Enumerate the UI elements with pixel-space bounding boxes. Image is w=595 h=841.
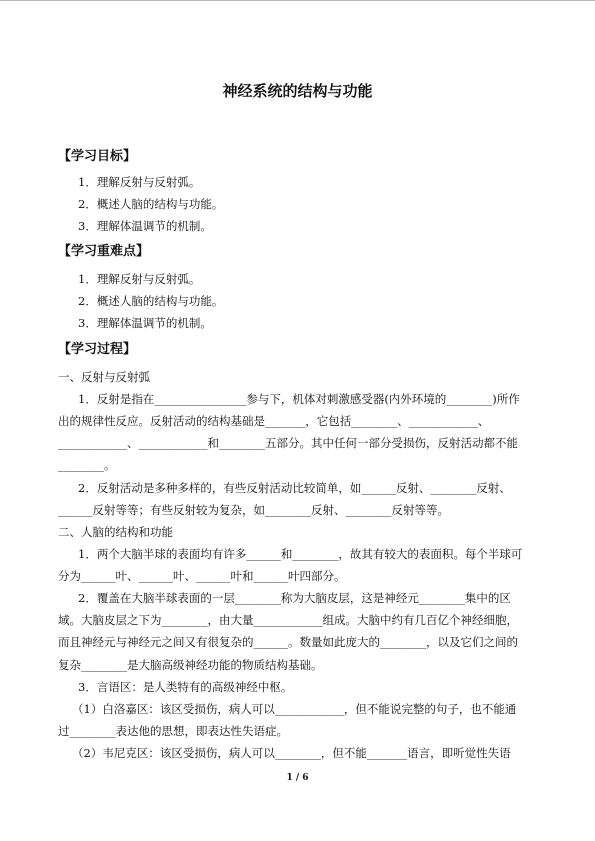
body-line: 2．覆盖在大脑半球表面的一层________称为大脑皮层，这是神经元________集中的区 — [78, 591, 511, 605]
body-line: （2）韦尼克区：该区受损伤，病人可以________，但不能_______语言，即听觉性失语 — [72, 746, 511, 760]
body-line: 复杂________是大脑高级神经功能的物质结构基础。 — [58, 658, 323, 672]
key-point-item: 3．理解体温调节的机制。 — [78, 316, 212, 330]
key-point-item: 1．理解反射与反射弧。 — [78, 272, 201, 286]
body-line: 分为______叶、______叶、______叶和______叶四部分。 — [58, 569, 346, 583]
goal-item: 2．概述人脑的结构与功能。 — [78, 197, 224, 211]
page-title: 神经系统的结构与功能 — [222, 82, 373, 100]
body-line: ________。 — [58, 458, 116, 472]
section-heading-reflex: 一、反射与反射弧 — [58, 370, 150, 384]
body-line: 3．言语区：是人类特有的高级神经中枢。 — [78, 680, 293, 694]
body-line: ____________、____________和________五部分。其中任何一部分受损伤，反射活动都不能 — [58, 436, 518, 450]
body-line: 过________表达他的思想，即表达性失语症。 — [58, 724, 288, 738]
body-line: ______反射等等；有些反射较为复杂，如________反射、________反射等等。 — [58, 503, 449, 517]
body-line: 2．反射活动是多种多样的，有些反射活动比较简单，如______反射、________反射、 — [78, 481, 511, 495]
page-number: 1 / 6 — [286, 773, 309, 783]
process-heading: 【学习过程】 — [58, 342, 137, 357]
body-line: （1）白洛嘉区：该区受损伤，病人可以____________，但不能说完整的句子，也不能通 — [72, 702, 517, 716]
key-points-heading: 【学习重难点】 — [58, 244, 150, 259]
goals-heading: 【学习目标】 — [58, 149, 137, 164]
page-top-border — [0, 0, 595, 1]
body-line: 1．反射是指在________________参与下，机体对刺激感受器(内外环境的________)所作 — [78, 392, 520, 406]
key-point-item: 2．概述人脑的结构与功能。 — [78, 294, 224, 308]
goal-item: 1．理解反射与反射弧。 — [78, 175, 201, 189]
body-line: 而且神经元与神经元之间又有很复杂的______。数量如此庞大的________，以及它们之间的 — [58, 635, 518, 649]
section-heading-brain: 二、人脑的结构和功能 — [58, 525, 173, 539]
goal-item: 3．理解体温调节的机制。 — [78, 219, 212, 233]
body-line: 1．两个大脑半球的表面均有许多______和________，故其有较大的表面积。每个半球可 — [78, 547, 523, 561]
body-line: 域。大脑皮层之下为________，由大量____________组成。大脑中约有几百亿个神经细胞， — [58, 613, 518, 627]
body-line: 出的规律性反应。反射活动的结构基础是_______，它包括________、____________、 — [58, 414, 490, 428]
